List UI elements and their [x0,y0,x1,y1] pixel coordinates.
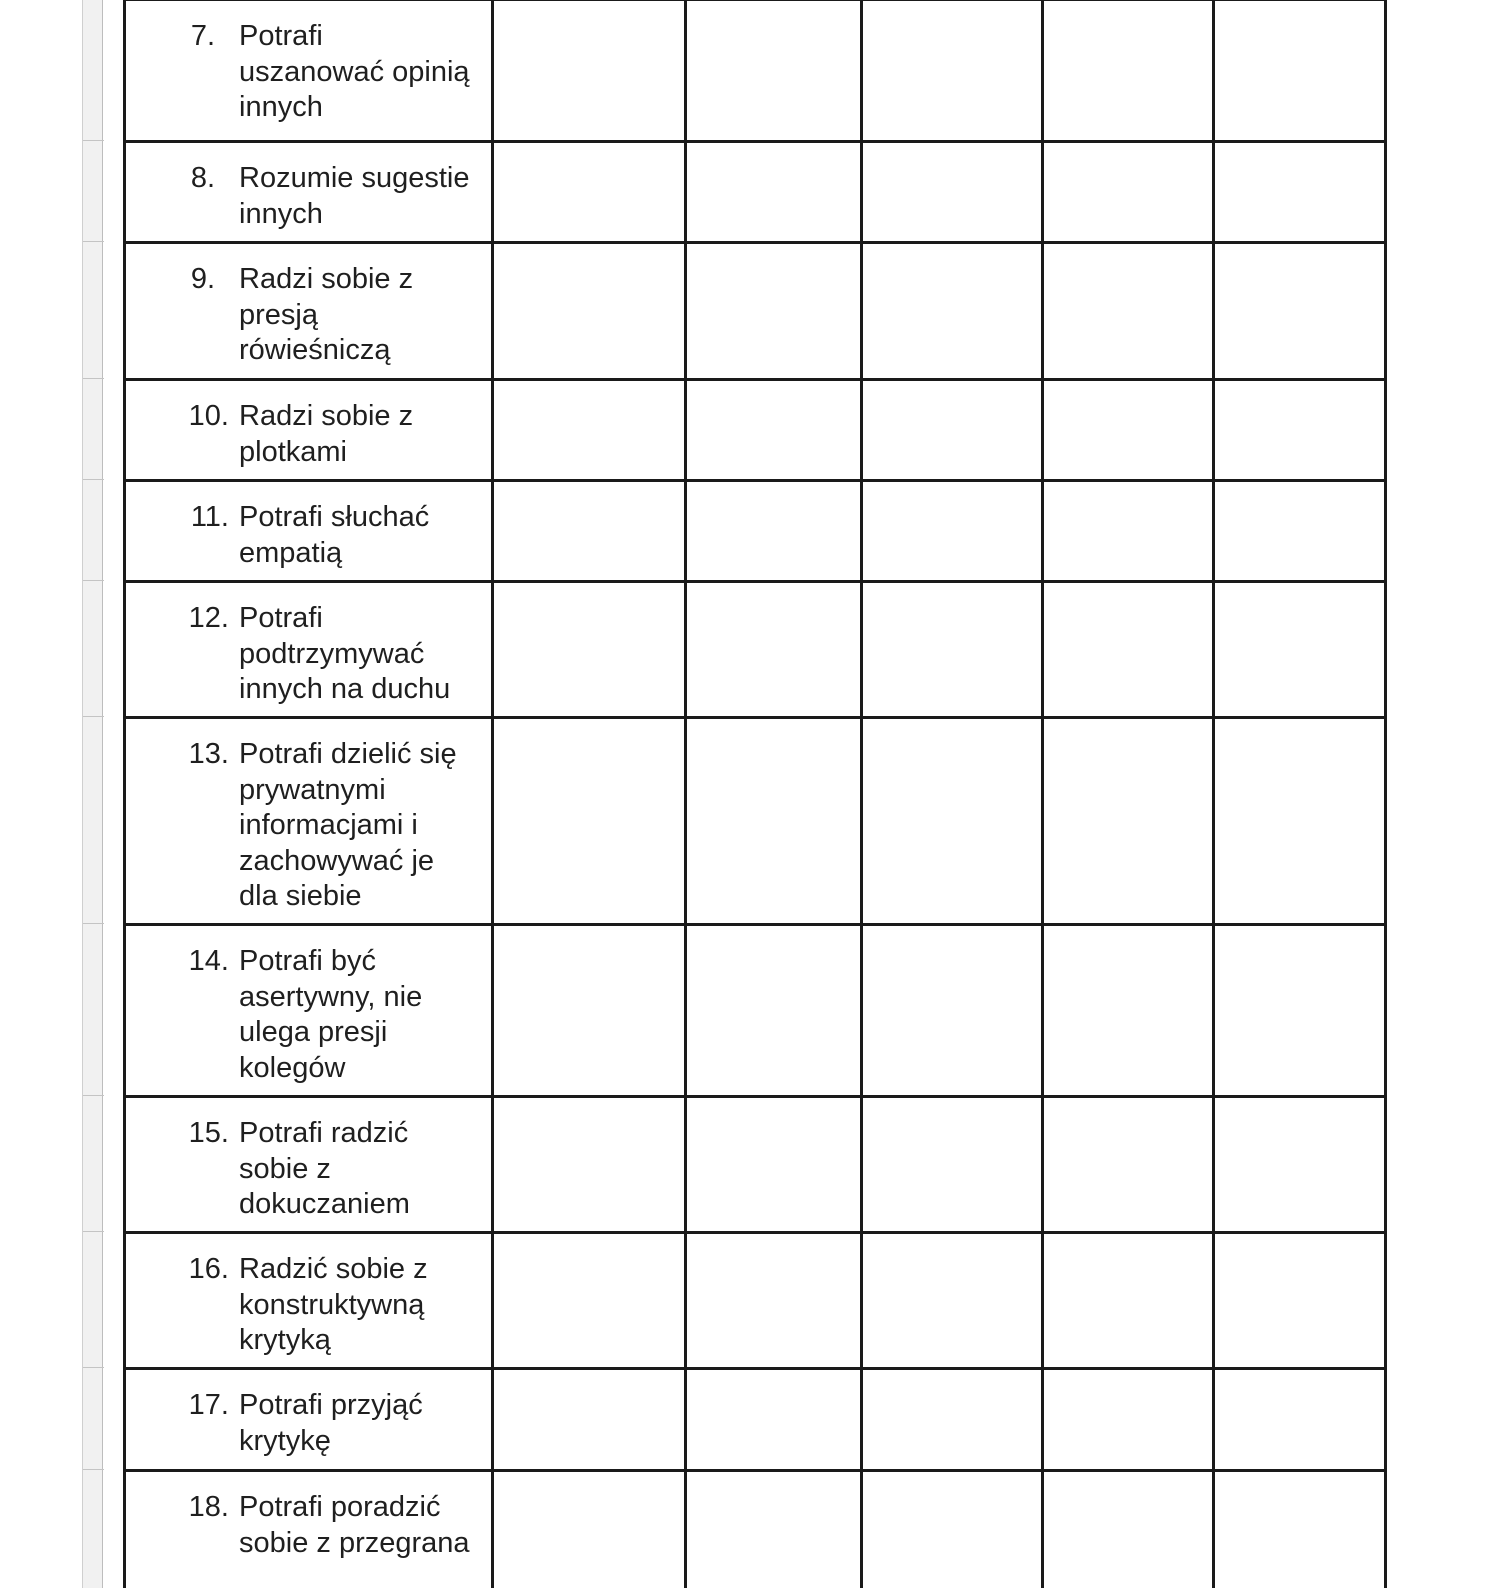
rating-cell[interactable] [862,481,1043,582]
rating-cell[interactable] [1043,142,1214,243]
rating-cell[interactable] [1043,1097,1214,1233]
rating-cell[interactable] [686,925,862,1097]
rating-cell[interactable] [686,1233,862,1369]
ruler-tick [83,1231,104,1232]
rating-cell[interactable] [1214,1471,1386,1588]
item-cell[interactable] [125,1233,493,1369]
item-number: 11. [190,501,229,533]
rating-cell[interactable] [493,1097,686,1233]
rating-cell[interactable] [493,582,686,718]
table-body [125,0,1386,1588]
rating-cell[interactable] [1214,380,1386,481]
rating-cell[interactable] [1043,0,1214,142]
item-number: 18. [188,1491,229,1523]
list-item [126,1,491,126]
rating-cell[interactable] [862,1233,1043,1369]
list-item [126,143,491,232]
item-number: 7. [190,20,215,52]
item-cell[interactable] [125,1369,493,1471]
item-cell[interactable] [125,0,493,142]
rating-cell[interactable] [1214,0,1386,142]
item-cell[interactable] [125,582,493,718]
item-number: 10. [188,400,229,432]
item-text: Potrafi przyjąć krytykę [239,1389,423,1457]
rating-cell[interactable] [1043,481,1214,582]
ruler-tick [83,479,104,480]
list-item [126,926,491,1086]
rating-cell[interactable] [862,0,1043,142]
ruler-tick [83,378,104,379]
table-row [125,1233,1386,1369]
ruler-tick [83,140,104,141]
list-item [126,719,491,915]
rating-cell[interactable] [686,142,862,243]
table-row [125,1471,1386,1588]
ruler-tick [83,1367,104,1368]
ruler-tick [83,716,104,717]
list-item [126,381,491,470]
item-number: 17. [188,1389,229,1421]
list-item [126,1472,491,1561]
ruler-tick [83,241,104,242]
rating-cell[interactable] [1043,1369,1214,1471]
rating-cell[interactable] [1214,142,1386,243]
table-row [125,1369,1386,1471]
rating-cell[interactable] [862,243,1043,380]
item-text: Potrafi poradzić sobie z przegrana [239,1491,470,1559]
table-row [125,481,1386,582]
list-item [126,1098,491,1223]
item-text: Radzi sobie z plotkami [239,400,414,468]
table-row [125,925,1386,1097]
table-row [125,718,1386,925]
rating-cell[interactable] [493,1471,686,1588]
rating-cell[interactable] [862,1369,1043,1471]
rating-cell[interactable] [1043,582,1214,718]
rating-cell[interactable] [862,1471,1043,1588]
list-item [126,583,491,708]
item-number: 15. [188,1117,229,1149]
rating-cell[interactable] [686,1097,862,1233]
rating-cell[interactable] [686,481,862,582]
item-number: 8. [190,162,215,194]
item-text: Rozumie sugestie innych [239,162,470,230]
item-text: Radzi sobie z presją rówieśniczą [239,263,414,366]
rating-cell[interactable] [493,1369,686,1471]
item-text: Radzić sobie z konstruktywną krytyką [239,1253,428,1356]
rating-cell[interactable] [493,142,686,243]
ruler-tick [83,923,104,924]
rating-cell[interactable] [1214,718,1386,925]
assessment-table [123,0,1387,1588]
ruler-tick [83,1469,104,1470]
rating-cell[interactable] [493,481,686,582]
rating-cell[interactable] [862,718,1043,925]
item-cell[interactable] [125,481,493,582]
item-cell[interactable] [125,718,493,925]
table-row [125,142,1386,243]
table-row [125,582,1386,718]
list-item [126,482,491,571]
item-number: 14. [188,945,229,977]
item-text: Potrafi być asertywny, nie ulega presji kolegów [239,945,423,1084]
item-cell[interactable] [125,142,493,243]
rating-cell[interactable] [862,925,1043,1097]
item-text: Potrafi dzielić się prywatnymi informacjami i zachowywać je dla siebie [239,738,457,912]
rating-cell[interactable] [493,380,686,481]
rating-cell[interactable] [862,380,1043,481]
rating-cell[interactable] [1214,582,1386,718]
rating-cell[interactable] [862,582,1043,718]
item-text: Potrafi podtrzymywać innych na duchu [239,602,451,705]
rating-cell[interactable] [686,582,862,718]
rating-cell[interactable] [686,380,862,481]
rating-cell[interactable] [493,925,686,1097]
item-text: Potrafi uszanować opinią innych [239,20,470,123]
item-number: 12. [188,602,229,634]
rating-cell[interactable] [862,1097,1043,1233]
list-item [126,1370,491,1459]
list-item [126,244,491,369]
rating-cell[interactable] [1214,1233,1386,1369]
rating-cell[interactable] [493,718,686,925]
rating-cell[interactable] [1043,243,1214,380]
ruler-tick [83,580,104,581]
item-cell[interactable] [125,1097,493,1233]
list-item [126,1234,491,1359]
item-number: 16. [188,1253,229,1285]
rating-cell[interactable] [493,243,686,380]
ruler-tick [83,1095,104,1096]
rating-cell[interactable] [1043,718,1214,925]
vertical-ruler [82,0,103,1588]
table-row [125,0,1386,142]
rating-cell[interactable] [1214,925,1386,1097]
rating-cell[interactable] [686,718,862,925]
rating-cell[interactable] [1214,243,1386,380]
rating-cell[interactable] [1043,925,1214,1097]
item-cell[interactable] [125,925,493,1097]
table-row [125,380,1386,481]
rating-cell[interactable] [862,142,1043,243]
item-cell[interactable] [125,380,493,481]
rating-cell[interactable] [1043,1471,1214,1588]
item-cell[interactable] [125,243,493,380]
rating-cell[interactable] [1214,481,1386,582]
item-number: 9. [190,263,215,295]
rating-cell[interactable] [1214,1369,1386,1471]
item-number: 13. [188,738,229,770]
rating-cell[interactable] [686,1471,862,1588]
item-text: Potrafi radzić sobie z dokuczaniem [239,1117,410,1220]
rating-cell[interactable] [493,0,686,142]
item-cell[interactable] [125,1471,493,1588]
rating-cell[interactable] [686,0,862,142]
rating-cell[interactable] [1214,1097,1386,1233]
table-row [125,1097,1386,1233]
rating-cell[interactable] [1043,380,1214,481]
table-row [125,243,1386,380]
rating-cell[interactable] [686,243,862,380]
rating-cell[interactable] [493,1233,686,1369]
rating-cell[interactable] [686,1369,862,1471]
item-text: Potrafi słuchać empatią [239,501,430,569]
rating-cell[interactable] [1043,1233,1214,1369]
